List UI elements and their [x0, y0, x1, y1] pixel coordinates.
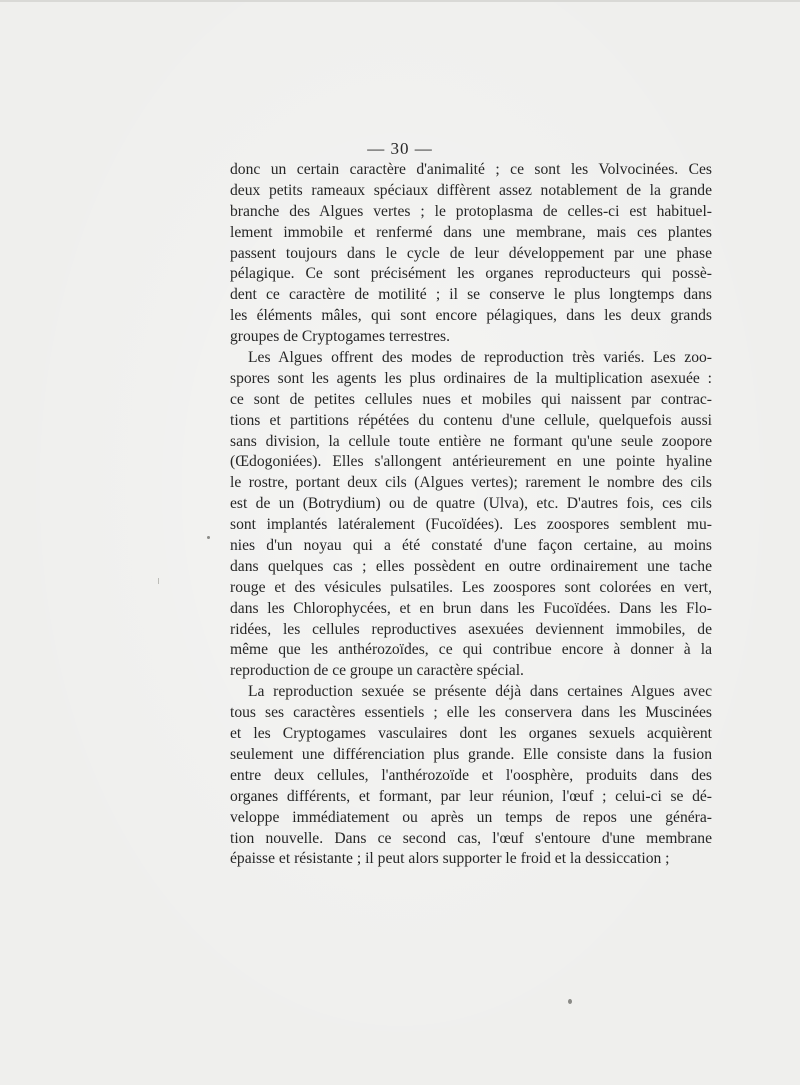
text-line: entre deux cellules, l'anthérozoïde et l'oosphère, produits dans des — [230, 766, 712, 784]
page-top-edge — [0, 0, 800, 2]
paragraph-end-line: groupes de Cryptogames terrestres. — [230, 328, 450, 346]
paragraph-start-line: La reproduction sexuée se présente déjà dans certaines Algues avec — [248, 683, 712, 701]
text-line: ce sont de petites cellules nues et mobiles qui naissent par contrac- — [230, 390, 712, 408]
body-text — [230, 160, 712, 870]
text-line: (Œdogoniées). Elles s'allongent antérieurement en une pointe hyaline — [230, 453, 712, 471]
text-line: les éléments mâles, qui sont encore pélagiques, dans les deux grands — [230, 307, 712, 325]
text-line: sans division, la cellule toute entière ne formant qu'une seule zoopore — [230, 432, 712, 450]
text-line: ridées, les cellules reproductives asexuées deviennent immobiles, de — [230, 620, 712, 638]
text-line: seulement une différenciation plus grande. Elle consiste dans la fusion — [230, 745, 712, 763]
text-line: dent ce caractère de motilité ; il se conserve le plus longtemps dans — [230, 286, 712, 304]
text-line: branche des Algues vertes ; le protoplasma de celles-ci est habituel- — [230, 202, 712, 220]
text-line: organes différents, et formant, par leur réunion, l'œuf ; celui-ci se dé- — [230, 787, 712, 805]
text-line: dans quelques cas ; elles possèdent en outre ordinairement une tache — [230, 557, 712, 575]
ink-speck — [207, 536, 210, 539]
paragraph-start-line: Les Algues offrent des modes de reproduction très variés. Les zoo- — [248, 349, 712, 367]
text-line: deux petits rameaux spéciaux diffèrent assez notablement de la grande — [230, 181, 712, 199]
text-line: spores sont les agents les plus ordinaires de la multiplication asexuée : — [230, 369, 712, 387]
ink-speck — [568, 999, 572, 1004]
text-line: pélagique. Ce sont précisément les organes reproducteurs qui possè- — [230, 265, 712, 283]
text-line: tions et partitions répétées du contenu d'une cellule, quelquefois aussi — [230, 411, 712, 429]
text-line: passent toujours dans le cycle de leur développement par une phase — [230, 244, 712, 262]
text-line: veloppe immédiatement ou après un temps de repos une généra- — [230, 808, 712, 826]
text-line: donc un certain caractère d'animalité ; ce sont les Volvocinées. Ces — [230, 161, 712, 178]
text-line: et les Cryptogames vasculaires dont les organes sexuels acquièrent — [230, 725, 712, 743]
text-line: nies d'un noyau qui a été constaté d'une façon certaine, au moins — [230, 537, 712, 555]
text-line: dans les Chlorophycées, et en brun dans les Fucoïdées. Dans les Flo- — [230, 599, 712, 617]
text-line: lement immobile et renfermé dans une membrane, mais ces plantes — [230, 223, 712, 241]
text-line: même que les anthérozoïdes, ce qui contribue encore à donner à la — [230, 641, 712, 659]
text-line: tous ses caractères essentiels ; elle les conservera dans les Muscinées — [230, 704, 712, 722]
text-line: épaisse et résistante ; il peut alors supporter le froid et la dessiccation ; — [230, 850, 670, 868]
text-line: rouge et des vésicules pulsatiles. Les zoospores sont colorées en vert, — [230, 578, 712, 596]
paragraph-end-line: reproduction de ce groupe un caractère spécial. — [230, 662, 524, 680]
text-line: sont implantés latéralement (Fucoïdées). Les zoospores semblent mu- — [230, 516, 712, 534]
text-line: le rostre, portant deux cils (Algues vertes); rarement le nombre des cils — [230, 474, 712, 492]
text-line: tion nouvelle. Dans ce second cas, l'œuf s'entoure d'une membrane — [230, 829, 712, 847]
text-line: est de un (Botrydium) ou de quatre (Ulva), etc. D'autres fois, ces cils — [230, 495, 712, 513]
page-number: — 30 — — [367, 139, 433, 158]
ink-speck — [158, 578, 159, 584]
